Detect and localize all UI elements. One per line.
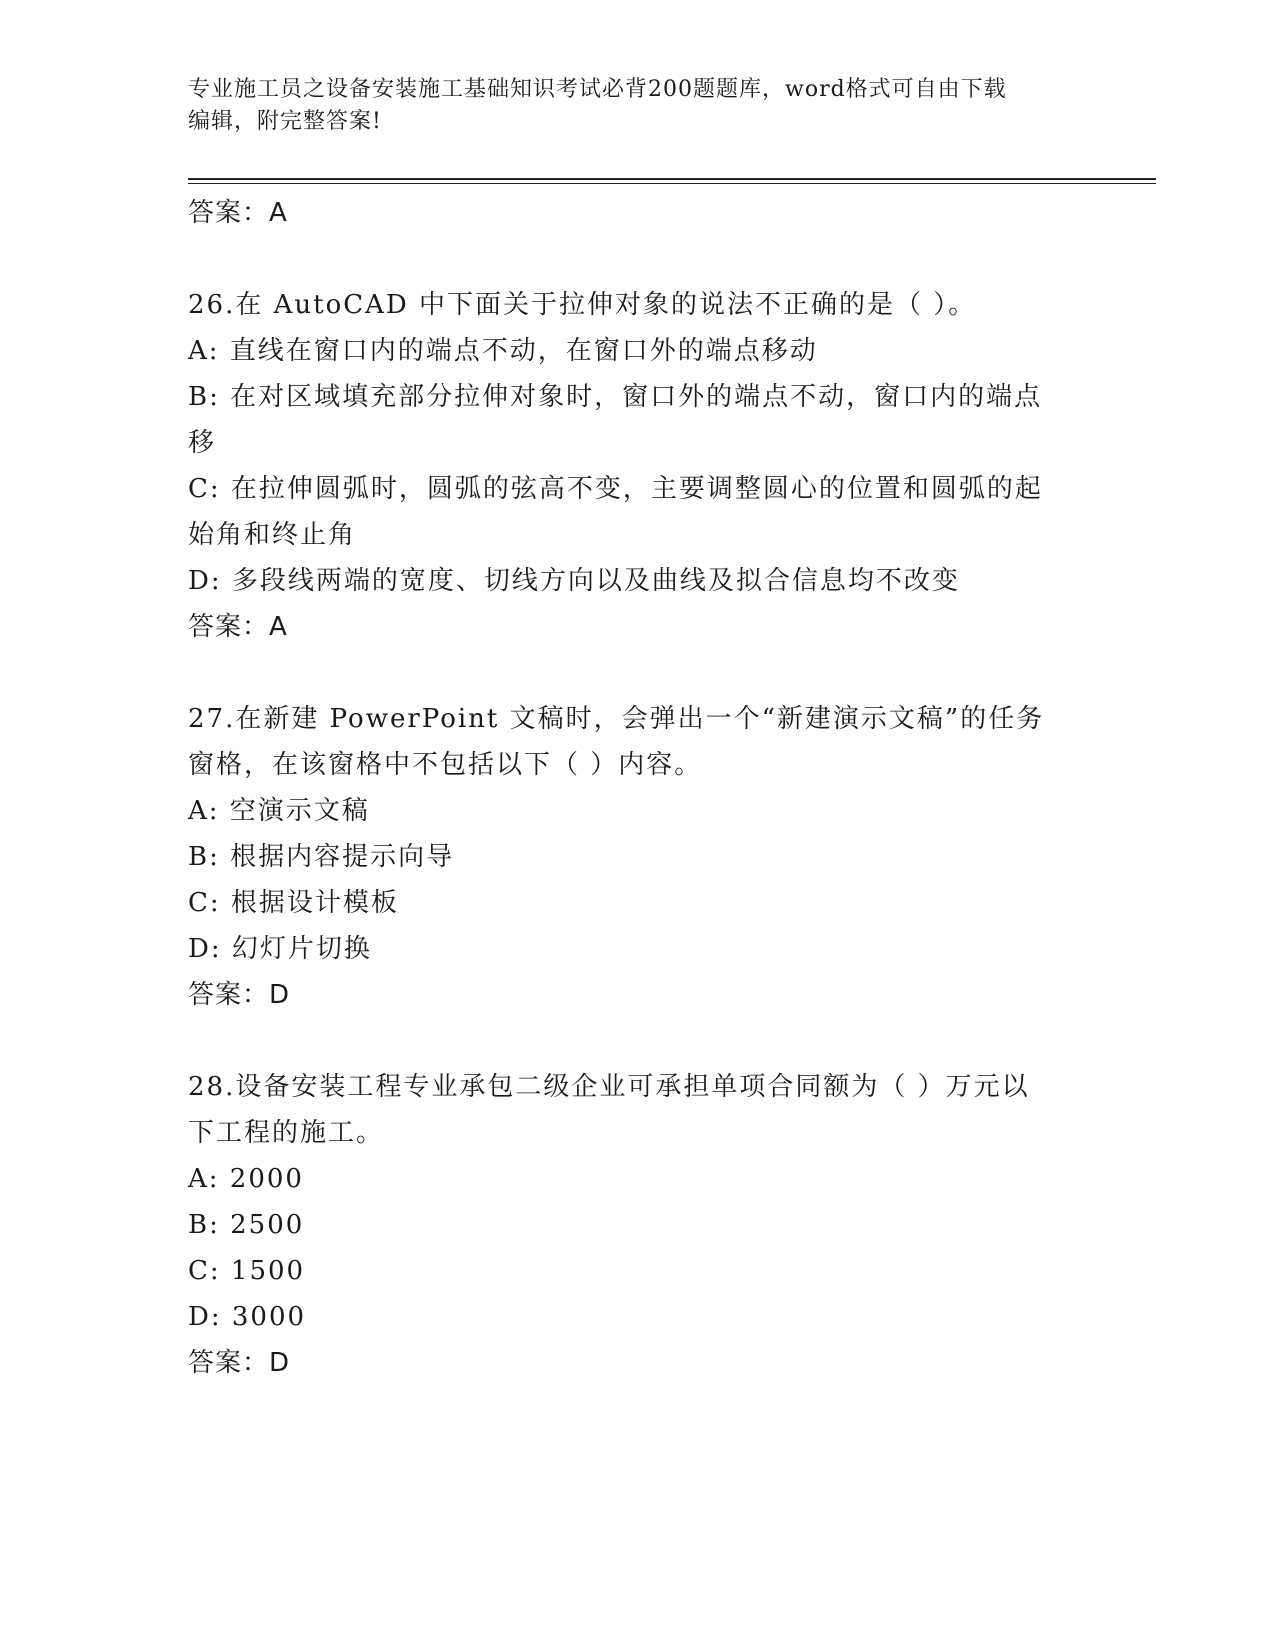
question-stem-continued: 窗格，在该窗格中不包括以下（ ）内容。: [188, 750, 703, 780]
header-divider-thin: [188, 183, 1156, 184]
option-c: C: 根据设计模板: [188, 888, 399, 918]
option-a: A: 空演示文稿: [188, 796, 370, 826]
question-26: [188, 282, 1088, 650]
option-b: B: 2500: [188, 1210, 305, 1240]
answer: 答案：D: [188, 980, 291, 1010]
option-b: B: 在对区域填充部分拉伸对象时，窗口外的端点不动，窗口内的端点: [188, 382, 1043, 412]
header-title-line-1: 专业施工员之设备安装施工基础知识考试必背200题题库，word格式可自由下载: [188, 77, 1007, 102]
previous-answer: 答案：A: [188, 198, 288, 228]
answer: 答案：A: [188, 612, 288, 642]
question-stem-continued: 下工程的施工。: [188, 1118, 385, 1148]
option-d: D: 3000: [188, 1302, 307, 1332]
question-stem: 27.在新建 PowerPoint 文稿时，会弹出一个“新建演示文稿”的任务: [188, 704, 1045, 734]
option-a: A: 2000: [188, 1164, 304, 1194]
option-c-continued: 始角和终止角: [188, 520, 357, 550]
answer: 答案：D: [188, 1348, 291, 1378]
option-c: C: 在拉伸圆弧时，圆弧的弦高不变，主要调整圆心的位置和圆弧的起: [188, 474, 1043, 504]
question-stem: 26.在 AutoCAD 中下面关于拉伸对象的说法不正确的是（ ）。: [188, 290, 977, 320]
option-b: B: 根据内容提示向导: [188, 842, 455, 872]
option-c: C: 1500: [188, 1256, 306, 1286]
option-d: D: 幻灯片切换: [188, 934, 372, 964]
option-a: A: 直线在窗口内的端点不动，在窗口外的端点移动: [188, 336, 818, 366]
header-title-line-2: 编辑，附完整答案!: [188, 109, 382, 134]
question-28: [188, 1064, 1088, 1386]
document-body: [188, 190, 1088, 1386]
option-d: D: 多段线两端的宽度、切线方向以及曲线及拟合信息均不改变: [188, 566, 960, 596]
question-27: [188, 696, 1088, 1018]
question-stem: 28.设备安装工程专业承包二级企业可承担单项合同额为（ ）万元以: [188, 1072, 1030, 1102]
header-divider-thick: [188, 178, 1156, 180]
option-b-continued: 移: [188, 428, 217, 458]
document-header: [188, 74, 1088, 138]
